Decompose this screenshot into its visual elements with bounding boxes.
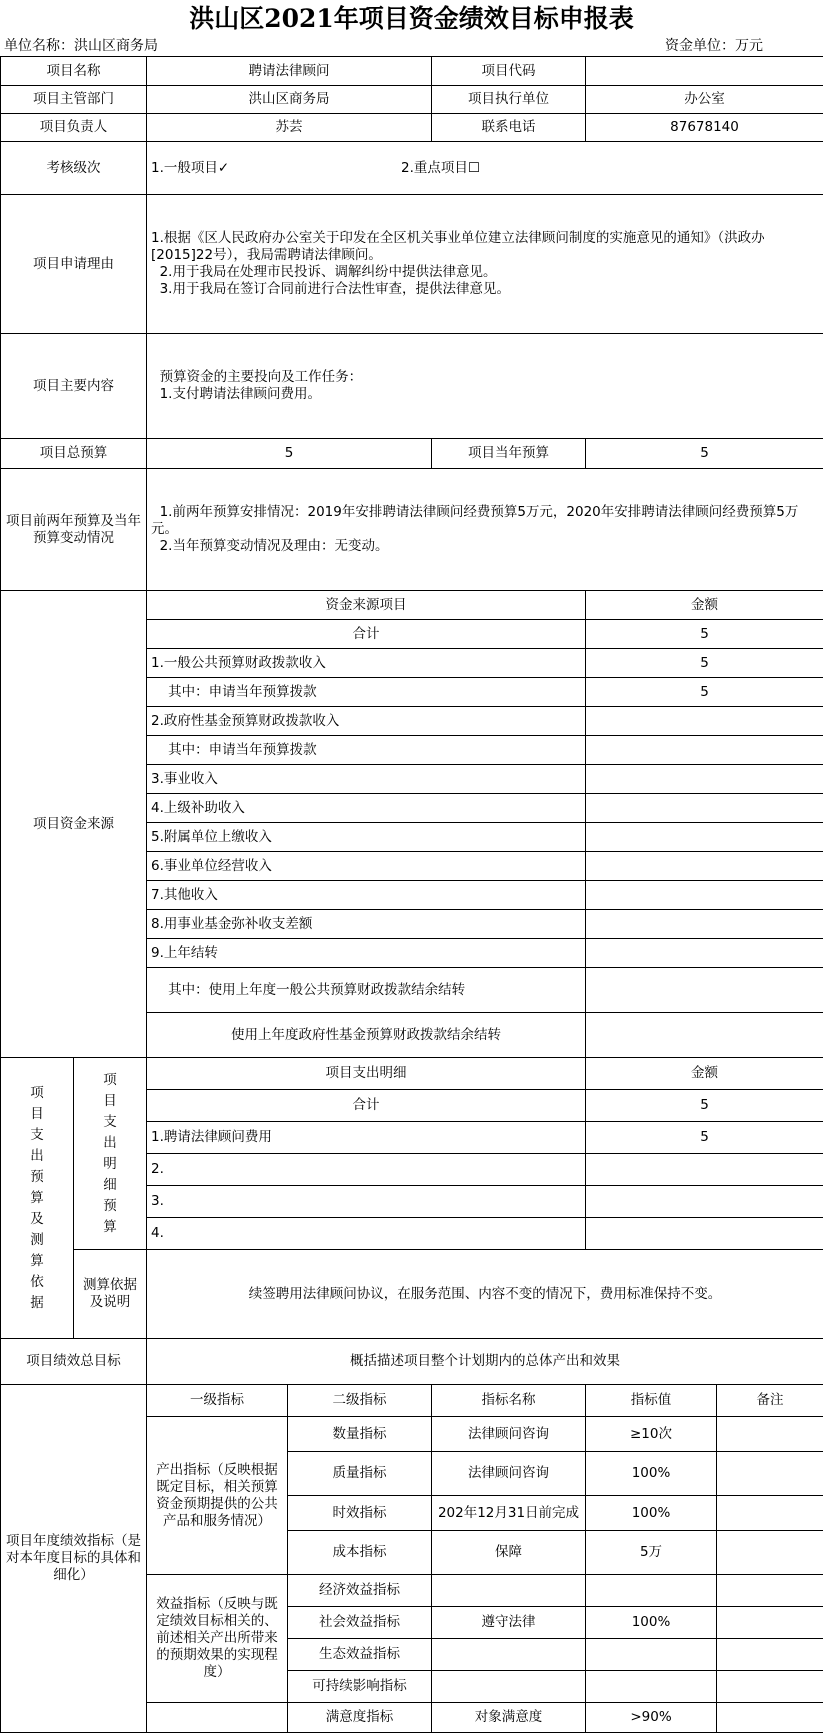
funding-item: 8.用事业基金弥补收支差额 — [147, 910, 586, 939]
funding-item: 1.一般公共预算财政拨款收入 — [147, 649, 586, 678]
page-title: 洪山区2021年项目资金绩效目标申报表 — [0, 2, 823, 36]
indicator-level2: 生态效益指标 — [288, 1639, 432, 1671]
total-budget-label: 项目总预算 — [1, 439, 147, 469]
leader-value: 苏芸 — [147, 114, 432, 142]
expense-header-item: 项目支出明细 — [147, 1058, 586, 1090]
header-name: 指标名称 — [432, 1385, 586, 1417]
expense-item: 2. — [147, 1154, 586, 1186]
indicator-level2: 质量指标 — [288, 1452, 432, 1496]
funding-amount: 5 — [586, 620, 823, 649]
indicator-name — [432, 1575, 586, 1607]
phone-label: 联系电话 — [432, 114, 586, 142]
indicator-name: 遵守法律 — [432, 1607, 586, 1639]
funding-item: 使用上年度政府性基金预算财政拨款结余结转 — [147, 1013, 586, 1058]
overall-goal-label: 项目绩效总目标 — [1, 1339, 147, 1385]
indicator-name — [432, 1671, 586, 1703]
project-code-value — [586, 57, 823, 86]
expense-amount — [586, 1154, 823, 1186]
indicator-value: >90% — [586, 1703, 717, 1733]
dept-value: 洪山区商务局 — [147, 86, 432, 114]
expense-item: 合计 — [147, 1090, 586, 1122]
indicator-note — [717, 1531, 823, 1575]
indicator-value: ≥10次 — [586, 1417, 717, 1452]
indicator-value — [586, 1671, 717, 1703]
indicator-name: 202年12月31日前完成 — [432, 1496, 586, 1531]
funding-label: 项目资金来源 — [1, 591, 147, 1058]
indicator-name: 保障 — [432, 1531, 586, 1575]
header-value: 指标值 — [586, 1385, 717, 1417]
prev-budget-text — [147, 469, 823, 591]
level-options — [147, 142, 823, 195]
indicator-name: 法律顾问咨询 — [432, 1417, 586, 1452]
indicator-note — [717, 1703, 823, 1733]
indicator-level2: 社会效益指标 — [288, 1607, 432, 1639]
indicator-value: 100% — [586, 1496, 717, 1531]
current-budget-value: 5 — [586, 439, 823, 469]
unit-name: 单位名称：洪山区商务局 — [4, 36, 158, 56]
indicator-note — [717, 1452, 823, 1496]
total-budget-value: 5 — [147, 439, 432, 469]
indicator-value — [586, 1575, 717, 1607]
indicator-level2: 时效指标 — [288, 1496, 432, 1531]
project-code-label: 项目代码 — [432, 57, 586, 86]
funding-header-amount: 金额 — [586, 591, 823, 620]
expense-amount: 5 — [586, 1090, 823, 1122]
funding-amount — [586, 939, 823, 968]
content-text — [147, 334, 823, 439]
indicator-value: 100% — [586, 1607, 717, 1639]
indicator-level2: 经济效益指标 — [288, 1575, 432, 1607]
indicator-level2: 数量指标 — [288, 1417, 432, 1452]
funding-item: 其中：申请当年预算拨款 — [147, 736, 586, 765]
header-level2: 二级指标 — [288, 1385, 432, 1417]
annual-label: 项目年度绩效指标（是对本年度目标的具体和细化） — [1, 1385, 147, 1733]
indicator-note — [717, 1639, 823, 1671]
level-option-key: 2.重点项目☐ — [401, 160, 480, 176]
prev-budget-label: 项目前两年预算及当年预算变动情况 — [1, 469, 147, 591]
satisfaction-level1 — [147, 1703, 288, 1733]
indicator-name: 法律顾问咨询 — [432, 1452, 586, 1496]
expense-header-amount: 金额 — [586, 1058, 823, 1090]
currency-unit: 资金单位：万元 — [665, 36, 763, 56]
expense-label-text: 项目支出预算及测算依据 — [30, 1083, 45, 1314]
content-line-1: 预算资金的主要投向及工作任务： — [151, 369, 819, 386]
funding-amount — [586, 852, 823, 881]
expense-detail-label-text: 项目支出明细预算 — [103, 1070, 118, 1238]
expense-amount — [586, 1186, 823, 1218]
funding-amount — [586, 736, 823, 765]
performance-table — [0, 56, 823, 1733]
indicator-value: 5万 — [586, 1531, 717, 1575]
overall-goal-text: 概括描述项目整个计划期内的总体产出和效果 — [147, 1339, 823, 1385]
funding-amount — [586, 881, 823, 910]
leader-label: 项目负责人 — [1, 114, 147, 142]
reason-line-2: 2.用于我局在处理市民投诉、调解纠纷中提供法律意见。 — [151, 264, 819, 281]
funding-amount — [586, 707, 823, 736]
funding-amount: 5 — [586, 678, 823, 707]
indicator-note — [717, 1671, 823, 1703]
funding-item: 其中：申请当年预算拨款 — [147, 678, 586, 707]
project-name-label: 项目名称 — [1, 57, 147, 86]
reason-line-1: 1.根据《区人民政府办公室关于印发在全区机关事业单位建立法律顾问制度的实施意见的通知》（洪政办[2015]22号），我局需聘请法律顾问。 — [151, 230, 819, 264]
expense-detail-label — [74, 1058, 147, 1250]
exec-unit-label: 项目执行单位 — [432, 86, 586, 114]
indicator-note — [717, 1607, 823, 1639]
level-label: 考核级次 — [1, 142, 147, 195]
indicator-value — [586, 1639, 717, 1671]
funding-amount — [586, 1013, 823, 1058]
content-line-2: 1.支付聘请法律顾问费用。 — [151, 386, 819, 403]
funding-item: 5.附属单位上缴收入 — [147, 823, 586, 852]
project-name-value: 聘请法律顾问 — [147, 57, 432, 86]
expense-item: 3. — [147, 1186, 586, 1218]
reason-line-3: 3.用于我局在签订合同前进行合法性审查，提供法律意见。 — [151, 281, 819, 298]
prev-budget-line-1: 1.前两年预算安排情况：2019年安排聘请法律顾问经费预算5万元，2020年安排聘请法律顾问经费预算5万元。 — [151, 504, 819, 538]
expense-amount: 5 — [586, 1122, 823, 1154]
output-indicator-label: 产出指标（反映根据既定目标，相关预算资金预期提供的公共产品和服务情况） — [147, 1417, 288, 1575]
phone-value: 87678140 — [586, 114, 823, 142]
indicator-value: 100% — [586, 1452, 717, 1496]
funding-header-item: 资金来源项目 — [147, 591, 586, 620]
funding-amount — [586, 968, 823, 1013]
funding-item: 7.其他收入 — [147, 881, 586, 910]
prev-budget-line-2: 2.当年预算变动情况及理由：无变动。 — [151, 538, 819, 555]
funding-amount — [586, 910, 823, 939]
funding-item: 6.事业单位经营收入 — [147, 852, 586, 881]
funding-amount: 5 — [586, 649, 823, 678]
benefit-indicator-label: 效益指标（反映与既定绩效目标相关的、前述相关产出所带来的预期效果的实现程度） — [147, 1575, 288, 1703]
expense-item: 1.聘请法律顾问费用 — [147, 1122, 586, 1154]
current-budget-label: 项目当年预算 — [432, 439, 586, 469]
header-level1: 一级指标 — [147, 1385, 288, 1417]
indicator-name: 对象满意度 — [432, 1703, 586, 1733]
funding-amount — [586, 794, 823, 823]
funding-item: 9.上年结转 — [147, 939, 586, 968]
level-option-general: 1.一般项目✓ — [151, 160, 401, 177]
indicator-note — [717, 1496, 823, 1531]
expense-item: 4. — [147, 1218, 586, 1250]
content-label: 项目主要内容 — [1, 334, 147, 439]
dept-label: 项目主管部门 — [1, 86, 147, 114]
indicator-note — [717, 1575, 823, 1607]
header-note: 备注 — [717, 1385, 823, 1417]
indicator-level2: 成本指标 — [288, 1531, 432, 1575]
funding-item: 3.事业收入 — [147, 765, 586, 794]
indicator-name — [432, 1639, 586, 1671]
indicator-level2: 满意度指标 — [288, 1703, 432, 1733]
funding-amount — [586, 823, 823, 852]
indicator-note — [717, 1417, 823, 1452]
expense-basis-text: 续签聘用法律顾问协议，在服务范围、内容不变的情况下，费用标准保持不变。 — [147, 1250, 823, 1339]
funding-item: 其中：使用上年度一般公共预算财政拨款结余结转 — [147, 968, 586, 1013]
funding-item: 4.上级补助收入 — [147, 794, 586, 823]
funding-item: 2.政府性基金预算财政拨款收入 — [147, 707, 586, 736]
indicator-level2: 可持续影响指标 — [288, 1671, 432, 1703]
expense-basis-label: 测算依据及说明 — [74, 1250, 147, 1339]
exec-unit-value: 办公室 — [586, 86, 823, 114]
expense-label — [1, 1058, 74, 1339]
reason-text — [147, 195, 823, 334]
funding-item: 合计 — [147, 620, 586, 649]
reason-label: 项目申请理由 — [1, 195, 147, 334]
funding-amount — [586, 765, 823, 794]
expense-amount — [586, 1218, 823, 1250]
